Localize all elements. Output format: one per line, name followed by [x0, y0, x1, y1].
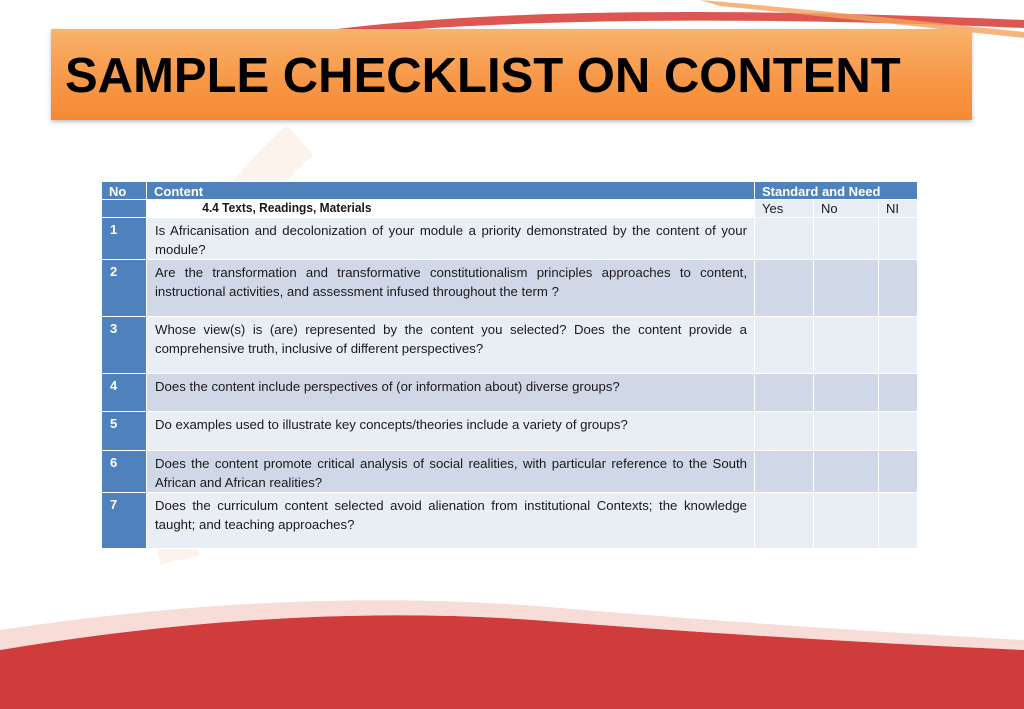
- no-cell[interactable]: [814, 374, 879, 412]
- no-cell[interactable]: [814, 451, 879, 493]
- header-content-label: Content: [154, 184, 204, 199]
- ni-cell[interactable]: [879, 260, 918, 317]
- table-row: [102, 493, 918, 549]
- bottom-red-wave: [0, 615, 1024, 709]
- slide-title: SAMPLE CHECKLIST ON CONTENT: [65, 49, 901, 103]
- row-content: [147, 493, 755, 549]
- header-standard: [755, 182, 918, 200]
- header-content: [147, 182, 755, 200]
- ni-cell[interactable]: [879, 412, 918, 451]
- no-cell[interactable]: [814, 317, 879, 374]
- row-number: [102, 412, 147, 451]
- row-question: Is Africanisation and decolonization of your module a priority demonstrated by the content of your module?: [155, 223, 747, 257]
- table-row: [102, 374, 918, 412]
- header-no: [102, 182, 147, 200]
- row-number-label: 1: [110, 222, 118, 237]
- row-number-label: 2: [110, 264, 118, 279]
- row-content: [147, 218, 755, 260]
- header-no-label: No: [109, 184, 127, 199]
- sub-col-no-label: No: [821, 201, 838, 216]
- row-number: [102, 374, 147, 412]
- yes-cell[interactable]: [755, 374, 814, 412]
- no-cell[interactable]: [814, 493, 879, 549]
- no-cell[interactable]: [814, 412, 879, 451]
- table-row: [102, 218, 918, 260]
- row-content: [147, 260, 755, 317]
- row-number: [102, 451, 147, 493]
- row-number: [102, 218, 147, 260]
- header-standard-label: Standard and Need: [762, 184, 881, 199]
- yes-cell[interactable]: [755, 493, 814, 549]
- sub-header-row: [102, 200, 918, 218]
- table-header-row: [102, 182, 918, 200]
- row-content: [147, 374, 755, 412]
- row-number-label: 4: [110, 378, 118, 393]
- sub-col-yes-label: Yes: [762, 201, 784, 216]
- row-question: Do examples used to illustrate key concepts/theories include a variety of groups?: [155, 417, 628, 432]
- row-number: [102, 317, 147, 374]
- row-number-label: 3: [110, 321, 118, 336]
- row-content: [147, 317, 755, 374]
- row-number: [102, 260, 147, 317]
- section-label: 4.4 Texts, Readings, Materials: [202, 200, 372, 215]
- row-question: Does the content promote critical analysis of social realities, with particular reference to the South African and African realities?: [155, 456, 747, 490]
- yes-cell[interactable]: [755, 260, 814, 317]
- table-row: [102, 412, 918, 451]
- row-question: Are the transformation and transformative constitutionalism principles approaches to content, instructional activities, and assessment infused throughout the term ?: [155, 265, 747, 299]
- ni-cell[interactable]: [879, 374, 918, 412]
- no-cell[interactable]: [814, 260, 879, 317]
- checklist-table: [101, 181, 918, 549]
- table-row: [102, 260, 918, 317]
- row-content: [147, 451, 755, 493]
- row-number-label: 6: [110, 455, 118, 470]
- no-cell[interactable]: [814, 218, 879, 260]
- ni-cell[interactable]: [879, 317, 918, 374]
- row-question: Whose view(s) is (are) represented by the content you selected? Does the content provide a comprehensive truth, inclusive of different perspectives?: [155, 322, 747, 356]
- row-number-label: 5: [110, 416, 118, 431]
- table-row: [102, 317, 918, 374]
- row-number: [102, 493, 147, 549]
- ni-cell[interactable]: [879, 493, 918, 549]
- ni-cell[interactable]: [879, 451, 918, 493]
- sub-col-no: [814, 200, 879, 218]
- table-row: [102, 451, 918, 493]
- row-content: [147, 412, 755, 451]
- yes-cell[interactable]: [755, 317, 814, 374]
- row-question: Does the curriculum content selected avoid alienation from institutional Contexts; the knowledge taught; and teaching approaches?: [155, 498, 747, 532]
- yes-cell[interactable]: [755, 451, 814, 493]
- row-question: Does the content include perspectives of (or information about) diverse groups?: [155, 379, 620, 394]
- section-label-cell: [147, 200, 755, 218]
- row-number-label: 7: [110, 497, 118, 512]
- sub-col-ni-label: NI: [886, 201, 899, 216]
- sub-col-yes: [755, 200, 814, 218]
- title-banner: [51, 29, 972, 120]
- ni-cell[interactable]: [879, 218, 918, 260]
- sub-header-no-cell: [102, 200, 147, 218]
- yes-cell[interactable]: [755, 412, 814, 451]
- yes-cell[interactable]: [755, 218, 814, 260]
- sub-col-ni: [879, 200, 918, 218]
